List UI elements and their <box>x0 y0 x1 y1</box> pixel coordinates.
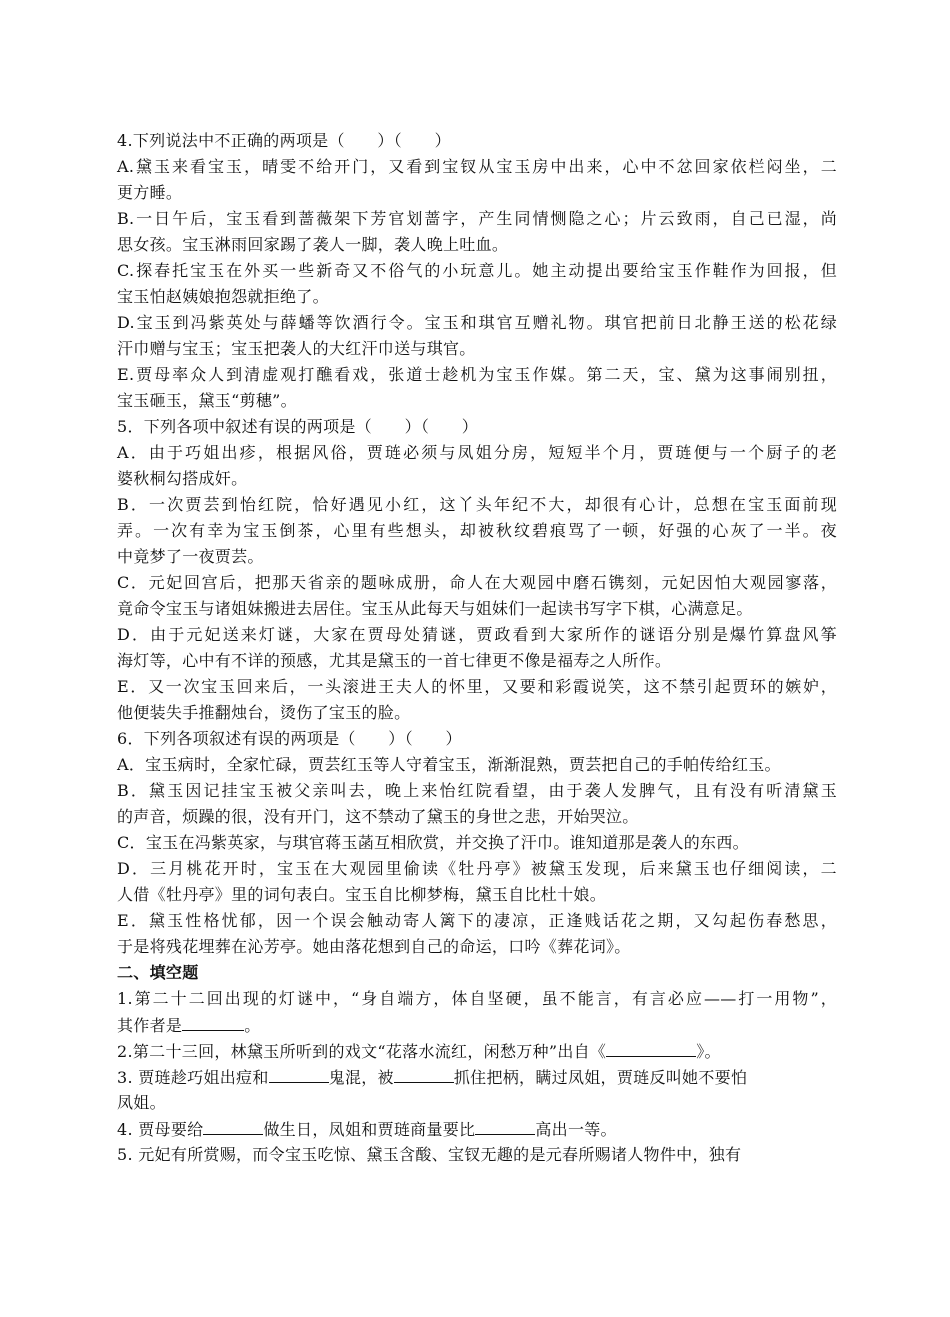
question-4-stem: 4.下列说法中不正确的两项是（ ）（ ） <box>117 131 451 150</box>
q5-option-b-line1: B．一次贾芸到怡红院，恰好遇见小红，这丫头年纪不大，却很有心计，总想在宝玉面前现 <box>117 495 837 514</box>
question-5-stem: 5．下列各项中叙述有误的两项是（ ）（ ） <box>117 417 479 436</box>
q4-option-b-line1: B.一日午后，宝玉看到蔷薇架下芳官划蔷字，产生同情恻隐之心；片云致雨，自己已湿，尚 <box>117 209 837 228</box>
q5-option-b-line2: 弄。一次有幸为宝玉倒茶，心里有些想头，却被秋纹碧痕骂了一顿，好强的心灰了一半。夜 <box>117 521 837 540</box>
answer-blank[interactable] <box>475 1116 535 1135</box>
q4-option-a-line2: 更方睡。 <box>117 183 183 202</box>
q6-option-d-line2: 人借《牡丹亭》里的词句表白。宝玉自比柳梦梅，黛玉自比杜十娘。 <box>117 885 607 904</box>
q4-option-c-line2: 宝玉怕赵姨娘抱怨就拒绝了。 <box>117 287 329 306</box>
fill-q4-mid: 做生日，凤姐和贾琏商量要比 <box>263 1120 476 1139</box>
fill-q1-line2 <box>117 1012 837 1038</box>
q6-option-b-line1: B．黛玉因记挂宝玉被父亲叫去，晚上来怡红院看望，由于袭人发脾气，且有没有听清黛玉 <box>117 781 837 800</box>
fill-q3-line2: 凤姐。 <box>117 1093 166 1112</box>
fill-q4-text: 4. 贾母要给 <box>117 1120 204 1139</box>
q5-option-c-line1: C．元妃回宫后，把那天省亲的题咏成册，命人在大观园中磨石镌刻，元妃因怕大观园寥落， <box>117 573 837 592</box>
fill-q2 <box>117 1038 837 1064</box>
q6-option-c: C．宝玉在冯紫英家，与琪官蒋玉菡互相欣赏，并交换了汗巾。谁知道那是袭人的东西。 <box>117 833 749 852</box>
q5-option-c-line2: 竟命令宝玉与诸姐妹搬进去居住。宝玉从此每天与姐妹们一起读书写字下棋，心满意足。 <box>117 599 753 618</box>
q6-option-a: A．宝玉病时，全家忙碌，贾芸红玉等人守着宝玉，渐渐混熟，贾芸把自己的手帕传给红玉。 <box>117 755 781 774</box>
answer-blank[interactable] <box>182 1012 244 1031</box>
q5-option-a-line1: A．由于巧姐出疹，根据风俗，贾琏必须与凤姐分房，短短半个月，贾琏便与一个厨子的老 <box>117 443 837 462</box>
q4-option-b-line2: 思女孩。宝玉淋雨回家踢了袭人一脚，袭人晚上吐血。 <box>117 235 509 254</box>
q4-option-a-line1: A.黛玉来看宝玉，晴雯不给开门，又看到宝钗从宝玉房中出来，心中不忿回家依栏闷坐，二 <box>117 157 837 176</box>
q6-option-e-line1: E．黛玉性格忧郁，因一个误会触动寄人篱下的凄凉，正逢贱话花之期，又勾起伤春愁思， <box>117 911 837 930</box>
q4-option-c-line1: C.探春托宝玉在外买一些新奇又不俗气的小玩意儿。她主动提出要给宝玉作鞋作为回报，但 <box>117 261 837 280</box>
fill-q2-end: 》。 <box>696 1042 721 1061</box>
q5-option-d-line2: 海灯等，心中有不详的预感，尤其是黛玉的一首七律更不像是福寿之人所作。 <box>117 651 672 670</box>
fill-q5: 5. 元妃有所赏赐，而令宝玉吃惊、黛玉含酸、宝钗无趣的是元春所赐诸人物件中，独有 <box>117 1145 742 1164</box>
section-title-fill-blank: 二、填空题 <box>117 963 199 982</box>
fill-q4 <box>117 1116 837 1142</box>
fill-q3-line1 <box>117 1064 837 1090</box>
q6-option-d-line1: D．三月桃花开时，宝玉在大观园里偷读《牡丹亭》被黛玉发现，后来黛玉也仔细阅读，二 <box>117 859 837 878</box>
answer-blank[interactable] <box>394 1064 454 1083</box>
q5-option-e-line1: E．又一次宝玉回来后，一头滚进王夫人的怀里，又要和彩霞说笑，这不禁引起贾环的嫉妒， <box>117 677 837 696</box>
q4-option-d-line1: D.宝玉到冯紫英处与薛蟠等饮酒行令。宝玉和琪官互赠礼物。琪官把前日北静王送的松花绿 <box>117 313 837 332</box>
q4-option-e-line2: 宝玉砸玉，黛玉“剪穗”。 <box>117 391 297 410</box>
fill-q2-text: 2.第二十三回，林黛玉所听到的戏文“花落水流红，闲愁万种”出自《 <box>117 1042 607 1061</box>
document-page <box>117 128 837 1168</box>
q4-option-d-line2: 汗巾赠与宝玉；宝玉把袭人的大红汗巾送与琪官。 <box>117 339 476 358</box>
q4-option-e-line1: E.贾母率众人到清虚观打醮看戏，张道士趁机为宝玉作媒。第二天，宝、黛为这事闹别扭， <box>117 365 837 384</box>
fill-q1-text: 其作者是 <box>117 1016 183 1035</box>
q5-option-a-line2: 婆秋桐勾搭成奸。 <box>117 469 248 488</box>
fill-q1-line1: 1.第二十二回出现的灯谜中，“身自端方，体自坚硬，虽不能言，有言必应——打一用物”， <box>117 989 837 1008</box>
q5-option-d-line1: D．由于元妃送来灯谜，大家在贾母处猜谜，贾政看到大家所作的谜语分别是爆竹算盘风筝 <box>117 625 837 644</box>
answer-blank[interactable] <box>203 1116 263 1135</box>
fill-q1-end: 。 <box>244 1016 261 1035</box>
fill-q3-mid: 鬼混，被 <box>328 1068 394 1087</box>
q6-option-e-line2: 于是将残花埋葬在沁芳亭。她由落花想到自己的命运，口吟《葬花词》。 <box>117 937 631 956</box>
answer-blank[interactable] <box>606 1038 696 1057</box>
fill-q4-end: 高出一等。 <box>535 1120 617 1139</box>
fill-q3-text: 3. 贾琏趁巧姐出痘和 <box>117 1068 269 1087</box>
fill-q3-end: 抓住把柄，瞒过凤姐，贾琏反叫她不要怕 <box>453 1068 748 1087</box>
question-6-stem: 6．下列各项叙述有误的两项是（ ）（ ） <box>117 729 462 748</box>
q5-option-e-line2: 他便装失手推翻烛台，烫伤了宝玉的脸。 <box>117 703 411 722</box>
answer-blank[interactable] <box>269 1064 329 1083</box>
q5-option-b-line3: 中竟梦了一夜贾芸。 <box>117 547 264 566</box>
q6-option-b-line2: 的声音，烦躁的很，没有开门，这不禁动了黛玉的身世之悲，开始哭泣。 <box>117 807 639 826</box>
